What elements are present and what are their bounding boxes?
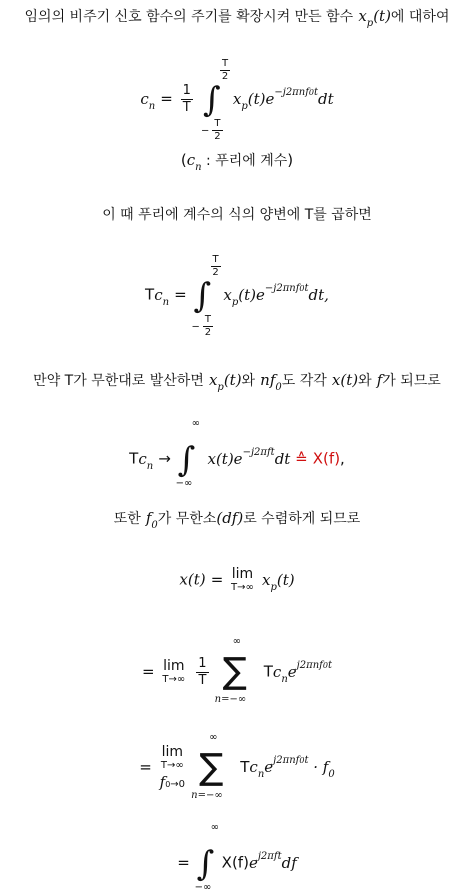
fraction-one-over-T: $\frac{1}{T}$ bbox=[198, 655, 207, 688]
X-of-f: X(f) bbox=[312, 449, 341, 468]
heading-text: 임의의 비주기 신호 함수의 주기를 확장시켜 만든 함수 bbox=[24, 9, 354, 25]
heading-line bbox=[0, 6, 474, 29]
fourier-coef-label: 푸리에 계수 bbox=[215, 153, 288, 169]
equation-xt: x(t) = lim T→∞ $x_p(t)$ bbox=[179, 566, 295, 593]
equation-limit: $Tc_n$ → ∫ ∞ −∞ $x(t)e^{-j2\pi ft}dt$ ≙ X(f), bbox=[129, 418, 345, 489]
cn-label-line: ($c_n$ : 푸리에 계수) bbox=[180, 151, 294, 173]
equation-sum-2: = lim T→∞ f0→0 ∞ ∑ n=−∞ $Tc_ne^{j2\pi nf0t} \cdot f_0$ bbox=[139, 731, 335, 801]
integral-sign: ∫ $\frac{T}{2}$ − $\frac{T}{2}$ bbox=[191, 254, 219, 338]
fraction-one-over-T: $\frac{1}{T}$ bbox=[182, 82, 191, 115]
integral-sign: ∫ ∞ −∞ bbox=[194, 822, 219, 893]
def-symbol: ≙ bbox=[295, 449, 308, 468]
multiply-note: 이 때 푸리에 계수의 식의 양변에 T를 곱하면 bbox=[102, 207, 372, 223]
heading-tail: 에 대하여 bbox=[390, 9, 450, 25]
summation-sign: ∞ ∑ n=−∞ bbox=[214, 636, 247, 705]
xp-t: $x_p(t)$ bbox=[358, 7, 391, 29]
summation-sign: ∞ ∑ n=−∞ bbox=[191, 731, 224, 801]
equation-tcn: $Tc_n$ = ∫ $\frac{T}{2}$ − $\frac{T}{2}$ $x_p(t)e^{-j2\pi nf0t}dt$, bbox=[145, 254, 329, 338]
integral-sign: ∫ ∞ −∞ bbox=[175, 418, 200, 489]
equation-inverse: = ∫ ∞ −∞ $X(f)e^{j2\pi ft}df$ bbox=[177, 822, 297, 893]
equation-sum-1: = lim T→∞ $\frac{1}{T}$ ∞ ∑ n=−∞ $Tc_ne^{j2\pi nf0t}$ bbox=[142, 636, 332, 705]
limit-T: lim T→∞ bbox=[162, 658, 186, 685]
multiply-note-line bbox=[0, 204, 474, 224]
equation-cn: $c_n$ = $\frac{1}{T}$ ∫ $\frac{T}{2}$ − $\frac{T}{2}$ $x_p(t)e^{-j2\pi nf0t}dt$ bbox=[140, 58, 334, 142]
limit-note-line: 만약 T가 무한대로 발산하면 $x_p(t)$와 $nf_0$도 각각 x(t)와 f가 되므로 bbox=[33, 371, 441, 393]
converge-note-line: 또한 $f_0$가 무한소(df)로 수렴하게 되므로 bbox=[113, 509, 361, 531]
integral-sign: ∫ $\frac{T}{2}$ − $\frac{T}{2}$ bbox=[201, 58, 229, 142]
limit-T-f0: lim T→∞ f0→0 bbox=[159, 744, 186, 791]
limit-T: lim T→∞ bbox=[231, 566, 254, 593]
